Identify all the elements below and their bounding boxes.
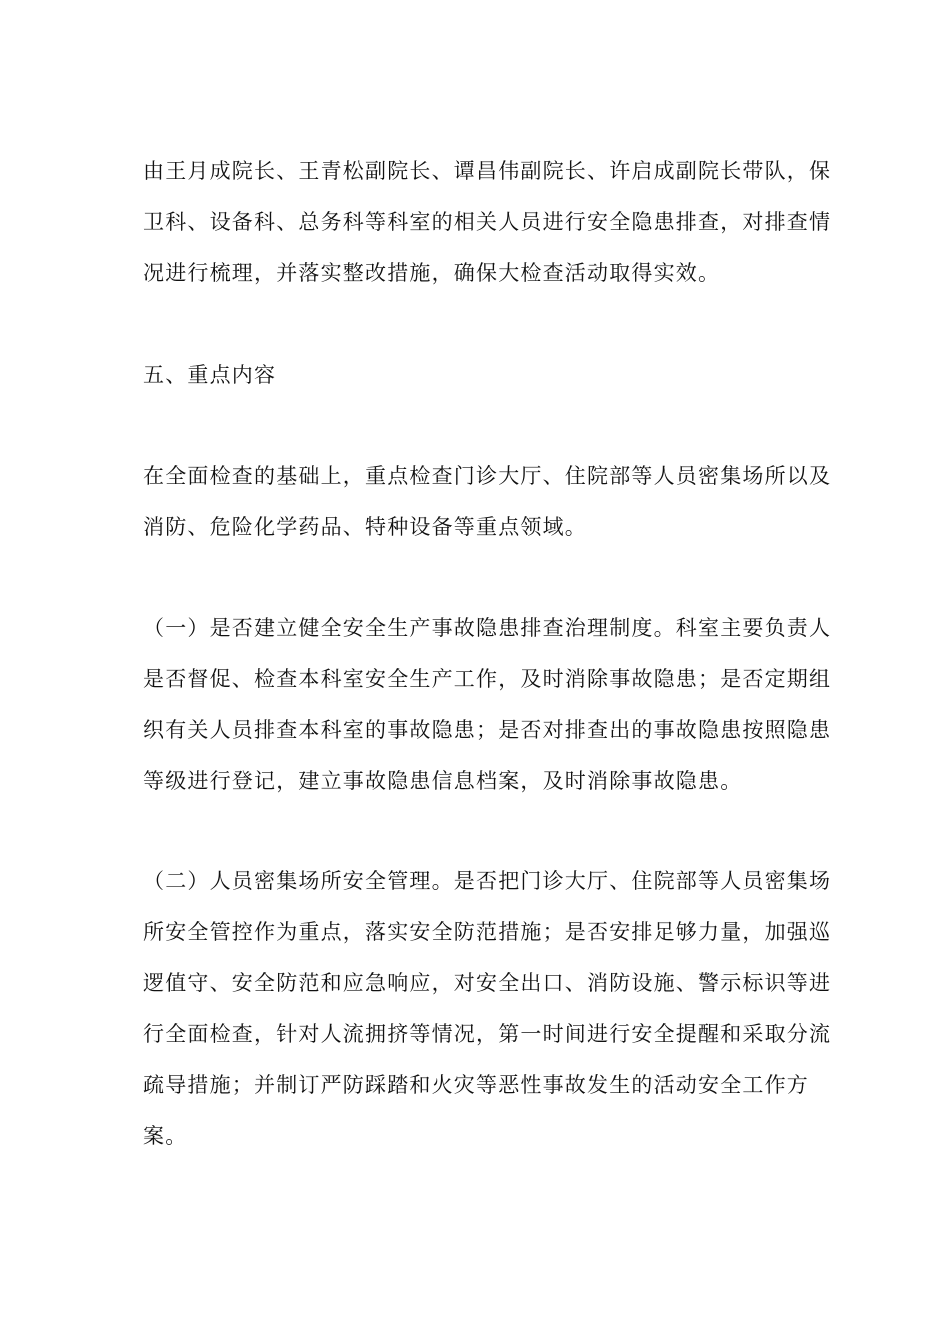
- heading-text: 五、重点内容: [143, 363, 277, 387]
- text-line: 行全面检查，针对人流拥挤等情况，第一时间进行安全提醒和采取分流: [143, 1022, 832, 1046]
- text-line: 案。: [143, 1124, 188, 1148]
- text-line: 疏导措施；并制订严防踩踏和火灾等恶性事故发生的活动安全工作方: [143, 1073, 809, 1097]
- text-line: 是否督促、检查本科室安全生产工作，及时消除事故隐患；是否定期组: [143, 667, 832, 691]
- text-line: 织有关人员排查本科室的事故隐患；是否对排查出的事故隐患按照隐患: [143, 718, 832, 742]
- text-line: 消防、危险化学药品、特种设备等重点领域。: [143, 515, 587, 539]
- paragraph-inspection-team: [143, 146, 832, 299]
- text-line: 由王月成院长、王青松副院长、谭昌伟副院长、许启成副院长带队，保: [143, 159, 832, 183]
- paragraph-item-two: [143, 856, 832, 1162]
- text-line: 况进行梳理，并落实整改措施，确保大检查活动取得实效。: [143, 261, 721, 285]
- text-line: 卫科、设备科、总务科等科室的相关人员进行安全隐患排查，对排查情: [143, 210, 832, 234]
- text-line: 等级进行登记，建立事故隐患信息档案，及时消除事故隐患。: [143, 769, 743, 793]
- text-line: 逻值守、安全防范和应急响应，对安全出口、消防设施、警示标识等进: [143, 971, 832, 995]
- text-line: （二）人员密集场所安全管理。是否把门诊大厅、住院部等人员密集场: [143, 869, 832, 893]
- section-heading: [143, 350, 793, 401]
- text-line: （一）是否建立健全安全生产事故隐患排查治理制度。科室主要负责人: [143, 616, 832, 640]
- text-line: 所安全管控作为重点，落实安全防范措施；是否安排足够力量，加强巡: [143, 920, 832, 944]
- paragraph-item-one: [143, 603, 832, 807]
- paragraph-key-areas: [143, 451, 832, 553]
- text-line: 在全面检查的基础上，重点检查门诊大厅、住院部等人员密集场所以及: [143, 464, 832, 488]
